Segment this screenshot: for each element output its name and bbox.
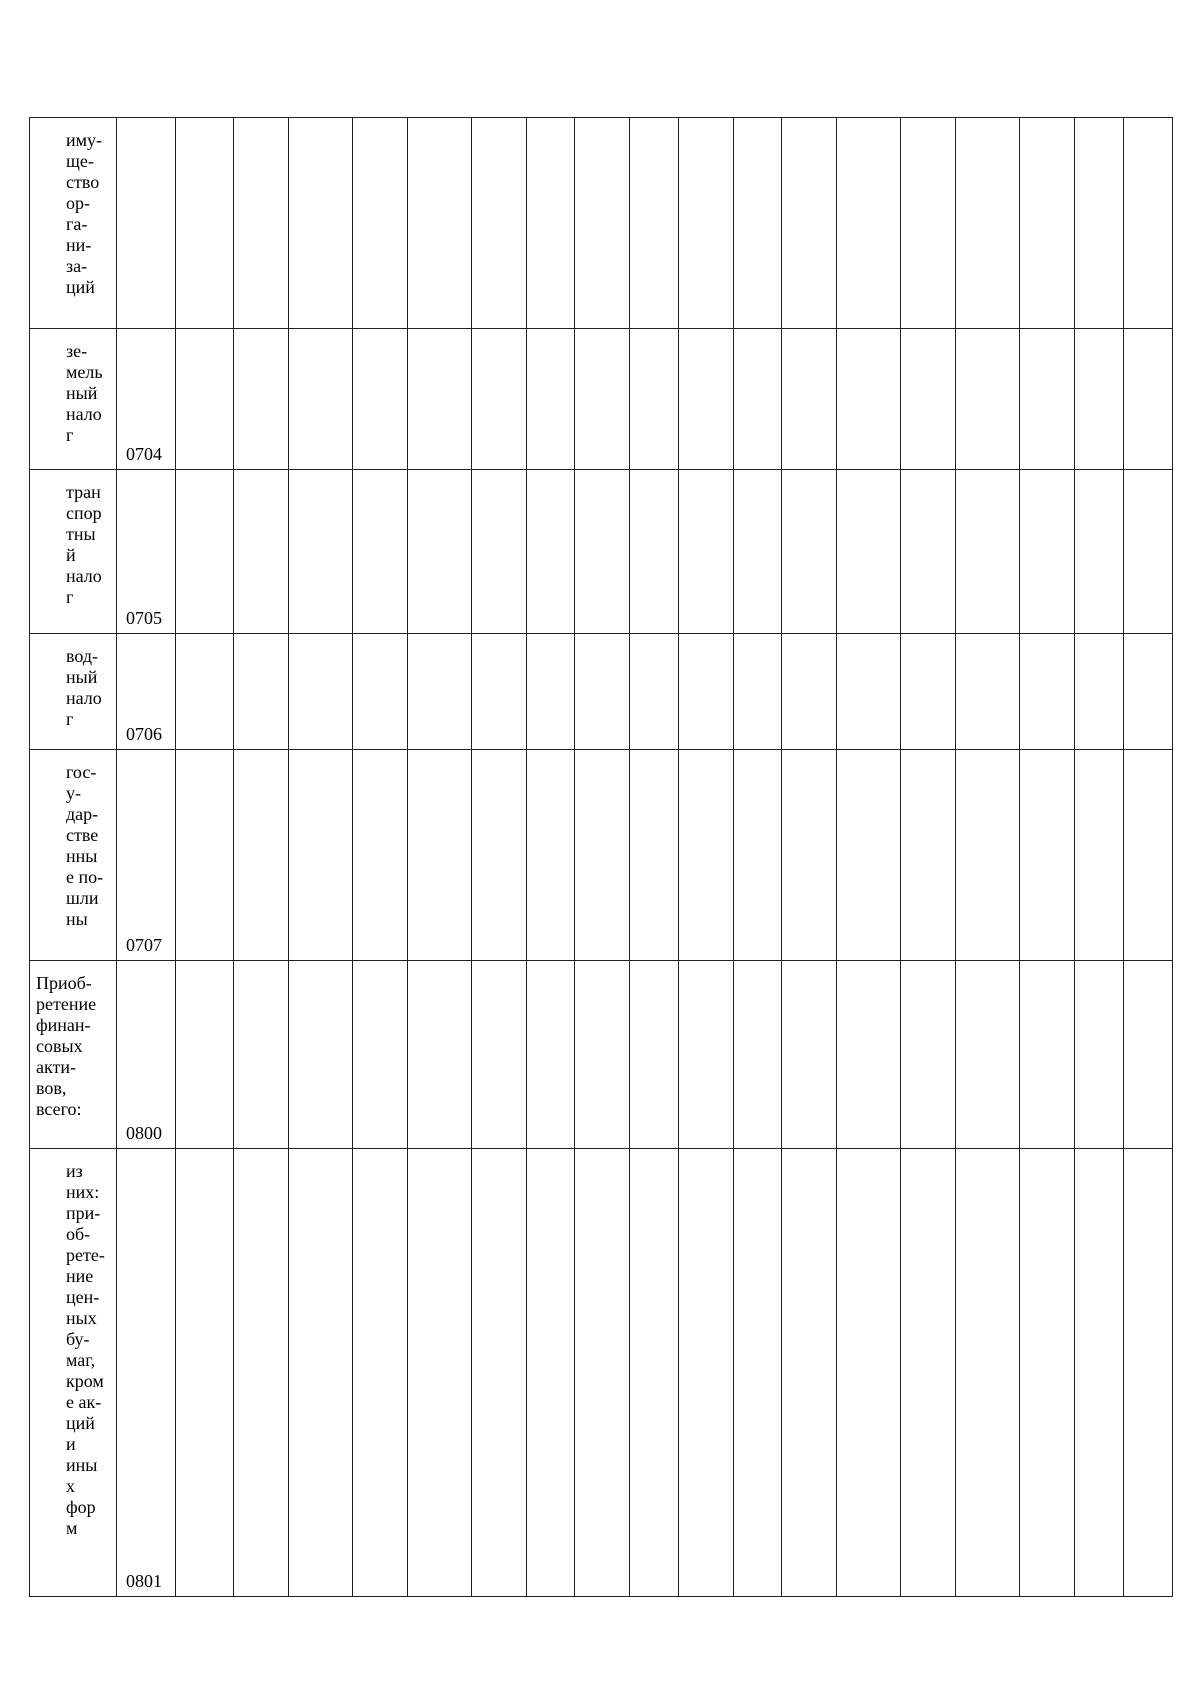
value-cell: [176, 750, 234, 961]
row-code-cell: [117, 329, 176, 470]
value-cell: [575, 118, 630, 329]
row-label-line: акти-: [36, 1057, 76, 1077]
row-label-line: маг,: [66, 1350, 96, 1370]
row-label-line: вод-: [66, 646, 99, 666]
value-cell: [1020, 634, 1075, 750]
value-cell: [472, 329, 527, 470]
row-label-line: ни-: [66, 235, 92, 255]
table-row: [30, 750, 1173, 961]
row-label-line: гос-: [66, 762, 97, 782]
value-cell: [1075, 118, 1124, 329]
value-cell: [679, 634, 734, 750]
value-cell: [837, 750, 901, 961]
row-label-line: всего:: [36, 1099, 82, 1119]
value-cell: [837, 634, 901, 750]
value-cell: [1075, 329, 1124, 470]
row-label-line: ны: [66, 909, 88, 929]
value-cell: [472, 634, 527, 750]
value-cell: [408, 329, 472, 470]
row-label-line: ций: [66, 1413, 95, 1433]
value-cell: [289, 961, 353, 1149]
value-cell: [734, 470, 782, 634]
report-table: [29, 117, 1173, 1597]
row-label-line: га-: [66, 214, 88, 234]
value-cell: [289, 634, 353, 750]
value-cell: [901, 961, 956, 1149]
table-row: [30, 961, 1173, 1149]
value-cell: [234, 961, 289, 1149]
value-cell: [176, 1149, 234, 1597]
value-cell: [575, 961, 630, 1149]
value-cell: [408, 470, 472, 634]
value-cell: [901, 750, 956, 961]
value-cell: [679, 750, 734, 961]
row-code-cell: [117, 750, 176, 961]
value-cell: [289, 750, 353, 961]
value-cell: [176, 961, 234, 1149]
value-cell: [353, 634, 408, 750]
row-label-cell: [30, 634, 117, 750]
value-cell: [1124, 329, 1173, 470]
value-cell: [1075, 634, 1124, 750]
value-cell: [837, 1149, 901, 1597]
row-label: [30, 118, 116, 298]
value-cell: [176, 470, 234, 634]
value-cell: [734, 961, 782, 1149]
value-cell: [527, 118, 575, 329]
row-label-line: е ак-: [66, 1392, 102, 1412]
value-cell: [353, 961, 408, 1149]
value-cell: [1020, 961, 1075, 1149]
row-label-line: х: [66, 1476, 75, 1496]
row-label-line: ретение: [36, 994, 97, 1014]
value-cell: [679, 1149, 734, 1597]
value-cell: [1124, 961, 1173, 1149]
row-label-cell: [30, 118, 117, 329]
row-label-line: шли: [66, 888, 99, 908]
value-cell: [1124, 634, 1173, 750]
value-cell: [1020, 750, 1075, 961]
row-code-cell: [117, 1149, 176, 1597]
row-label-line: нало: [66, 688, 102, 708]
value-cell: [679, 470, 734, 634]
value-cell: [782, 118, 837, 329]
value-cell: [956, 118, 1020, 329]
value-cell: [408, 1149, 472, 1597]
row-label-cell: [30, 470, 117, 634]
row-code: 0707: [126, 935, 162, 955]
row-label-line: них:: [66, 1182, 100, 1202]
table-row: [30, 634, 1173, 750]
value-cell: [956, 961, 1020, 1149]
row-label-line: иму-: [66, 130, 103, 150]
row-label-line: фор: [66, 1497, 96, 1517]
value-cell: [408, 961, 472, 1149]
value-cell: [353, 1149, 408, 1597]
value-cell: [408, 118, 472, 329]
row-label-line: нало: [66, 404, 102, 424]
value-cell: [527, 634, 575, 750]
row-label-line: из: [66, 1161, 83, 1181]
value-cell: [679, 329, 734, 470]
row-label-line: г: [66, 709, 74, 729]
value-cell: [901, 470, 956, 634]
row-label-line: Приоб-: [36, 973, 92, 993]
value-cell: [234, 1149, 289, 1597]
row-code: 0704: [126, 444, 162, 464]
value-cell: [630, 118, 679, 329]
value-cell: [901, 118, 956, 329]
row-label-line: ще-: [66, 151, 94, 171]
row-label-line: й: [66, 545, 76, 565]
row-label-line: нало: [66, 566, 102, 586]
row-label-cell: [30, 1149, 117, 1597]
row-label-line: цен-: [66, 1287, 100, 1307]
row-label-line: спор: [66, 503, 102, 523]
value-cell: [575, 329, 630, 470]
row-label-line: ор-: [66, 193, 90, 213]
row-label-cell: [30, 750, 117, 961]
row-label-line: ных: [66, 1308, 97, 1328]
value-cell: [1075, 470, 1124, 634]
row-label: [30, 750, 116, 930]
value-cell: [734, 750, 782, 961]
value-cell: [956, 634, 1020, 750]
value-cell: [472, 750, 527, 961]
row-label-line: м: [66, 1518, 78, 1538]
value-cell: [1124, 470, 1173, 634]
value-cell: [1020, 470, 1075, 634]
row-label-line: мель: [66, 362, 103, 382]
value-cell: [734, 118, 782, 329]
value-cell: [234, 329, 289, 470]
value-cell: [1020, 118, 1075, 329]
value-cell: [956, 1149, 1020, 1597]
value-cell: [837, 118, 901, 329]
row-label-line: ций: [66, 277, 95, 297]
row-label-line: за-: [66, 256, 88, 276]
value-cell: [176, 634, 234, 750]
row-label-line: ины: [66, 1455, 98, 1475]
value-cell: [472, 470, 527, 634]
row-label-line: и: [66, 1434, 76, 1454]
value-cell: [837, 329, 901, 470]
value-cell: [289, 118, 353, 329]
value-cell: [353, 118, 408, 329]
value-cell: [472, 961, 527, 1149]
row-label-line: кром: [66, 1371, 104, 1391]
row-label-line: г: [66, 425, 74, 445]
row-label-line: дар-: [66, 804, 99, 824]
value-cell: [575, 634, 630, 750]
row-label: [30, 961, 116, 1120]
value-cell: [782, 634, 837, 750]
row-label-line: зе-: [66, 341, 88, 361]
value-cell: [234, 750, 289, 961]
value-cell: [234, 634, 289, 750]
value-cell: [527, 329, 575, 470]
row-label-line: при-: [66, 1203, 101, 1223]
value-cell: [527, 1149, 575, 1597]
table-row: [30, 118, 1173, 329]
value-cell: [527, 470, 575, 634]
value-cell: [901, 1149, 956, 1597]
row-label: [30, 1149, 116, 1539]
value-cell: [289, 470, 353, 634]
row-code: 0705: [126, 608, 162, 628]
value-cell: [408, 750, 472, 961]
value-cell: [901, 329, 956, 470]
row-label-line: ство: [66, 172, 100, 192]
row-code: 0706: [126, 724, 162, 744]
row-label-line: е по-: [66, 867, 104, 887]
row-label-line: ный: [66, 383, 98, 403]
value-cell: [527, 750, 575, 961]
value-cell: [1075, 1149, 1124, 1597]
row-code-cell: [117, 961, 176, 1149]
value-cell: [956, 750, 1020, 961]
value-cell: [630, 470, 679, 634]
row-label-line: финан-: [36, 1015, 91, 1035]
row-label-line: вов,: [36, 1078, 67, 1098]
value-cell: [837, 470, 901, 634]
value-cell: [679, 961, 734, 1149]
value-cell: [1124, 1149, 1173, 1597]
value-cell: [734, 1149, 782, 1597]
value-cell: [575, 470, 630, 634]
row-label: [30, 470, 116, 608]
value-cell: [575, 750, 630, 961]
value-cell: [234, 118, 289, 329]
value-cell: [1075, 750, 1124, 961]
row-label-line: г: [66, 587, 74, 607]
value-cell: [782, 470, 837, 634]
row-label-line: об-: [66, 1224, 91, 1244]
value-cell: [289, 1149, 353, 1597]
value-cell: [1124, 750, 1173, 961]
value-cell: [956, 470, 1020, 634]
report-table-body: [30, 118, 1173, 1597]
value-cell: [527, 961, 575, 1149]
row-label: [30, 634, 116, 730]
value-cell: [956, 329, 1020, 470]
row-code-cell: [117, 634, 176, 750]
value-cell: [234, 470, 289, 634]
row-label-line: у-: [66, 783, 81, 803]
value-cell: [575, 1149, 630, 1597]
row-label-cell: [30, 329, 117, 470]
row-label-line: рете-: [66, 1245, 105, 1265]
value-cell: [472, 1149, 527, 1597]
value-cell: [630, 961, 679, 1149]
table-row: [30, 1149, 1173, 1597]
row-code: 0801: [126, 1571, 162, 1591]
value-cell: [1020, 1149, 1075, 1597]
value-cell: [1075, 961, 1124, 1149]
value-cell: [901, 634, 956, 750]
value-cell: [472, 118, 527, 329]
row-label-line: ный: [66, 667, 98, 687]
value-cell: [630, 1149, 679, 1597]
row-label-line: тран: [66, 482, 101, 502]
row-label-cell: [30, 961, 117, 1149]
value-cell: [782, 750, 837, 961]
value-cell: [630, 750, 679, 961]
value-cell: [176, 118, 234, 329]
value-cell: [630, 329, 679, 470]
row-code-cell: [117, 118, 176, 329]
value-cell: [734, 634, 782, 750]
report-table-container: [29, 117, 1173, 1597]
row-label-line: ние: [66, 1266, 94, 1286]
value-cell: [353, 329, 408, 470]
row-label-line: тны: [66, 524, 96, 544]
value-cell: [1124, 118, 1173, 329]
value-cell: [782, 961, 837, 1149]
value-cell: [679, 118, 734, 329]
table-row: [30, 470, 1173, 634]
row-label-line: стве: [66, 825, 99, 845]
value-cell: [782, 1149, 837, 1597]
value-cell: [734, 329, 782, 470]
value-cell: [630, 634, 679, 750]
row-code: 0800: [126, 1123, 162, 1143]
value-cell: [176, 329, 234, 470]
row-label-line: нны: [66, 846, 98, 866]
row-code: [117, 324, 175, 328]
value-cell: [353, 750, 408, 961]
row-label-line: бу-: [66, 1329, 90, 1349]
value-cell: [837, 961, 901, 1149]
table-row: [30, 329, 1173, 470]
row-code-cell: [117, 470, 176, 634]
value-cell: [408, 634, 472, 750]
row-label: [30, 329, 116, 446]
value-cell: [353, 470, 408, 634]
value-cell: [1020, 329, 1075, 470]
value-cell: [782, 329, 837, 470]
value-cell: [289, 329, 353, 470]
row-label-line: совых: [36, 1036, 83, 1056]
